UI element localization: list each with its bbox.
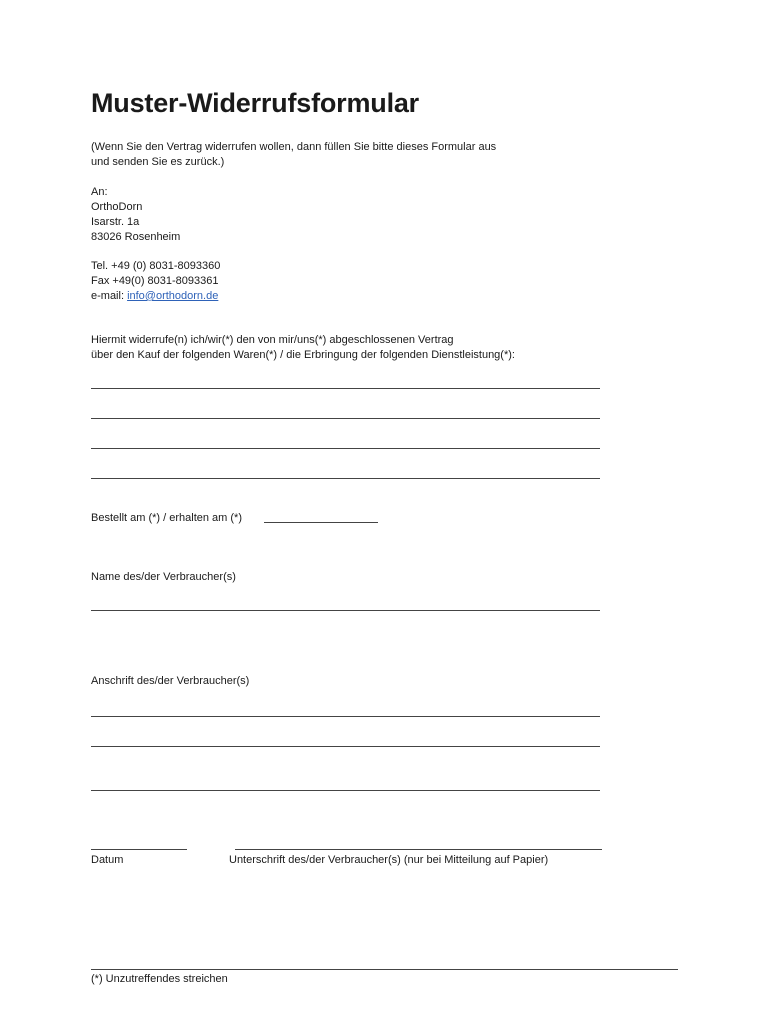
intro-line-2: und senden Sie es zurück.) [91, 156, 225, 168]
consumer-address-label: Anschrift des/der Verbraucher(s) [91, 675, 250, 687]
revocation-line-1: Hiermit widerrufe(n) ich/wir(*) den von mir/uns(*) abgeschlossenen Vertrag [91, 334, 454, 346]
contact-tel: Tel. +49 (0) 8031-8093360 [91, 260, 221, 272]
contact-email-row [91, 289, 220, 304]
intro-text [91, 140, 496, 170]
footnote-divider [91, 969, 678, 970]
revocation-statement [91, 333, 515, 363]
signature-label: Unterschrift des/der Verbraucher(s) (nur bei Mitteilung auf Papier) [229, 854, 549, 866]
ordered-date-fill-line[interactable] [264, 522, 378, 523]
email-link[interactable]: info@orthodorn.de [127, 290, 219, 302]
recipient-address [91, 185, 180, 245]
recipient-city: 83026 Rosenheim [91, 231, 181, 243]
consumer-address-fill-line-3[interactable] [91, 790, 600, 791]
recipient-company: OrthoDorn [91, 201, 143, 213]
contact-email-label: e-mail: [91, 290, 128, 302]
consumer-address-fill-line-1[interactable] [91, 716, 600, 717]
goods-fill-line-4[interactable] [91, 478, 600, 479]
page-title: Muster-Widerrufsformular [91, 88, 419, 118]
revocation-line-2: über den Kauf der folgenden Waren(*) / die Erbringung der folgenden Dienstleistung(*): [91, 349, 515, 361]
contact-fax: Fax +49(0) 8031-8093361 [91, 275, 219, 287]
footnote: (*) Unzutreffendes streichen [91, 973, 228, 985]
recipient-street: Isarstr. 1a [91, 216, 140, 228]
goods-fill-line-3[interactable] [91, 448, 600, 449]
contact-info [91, 259, 220, 304]
date-label: Datum [91, 854, 124, 866]
intro-line-1: (Wenn Sie den Vertrag widerrufen wollen, dann füllen Sie bitte dieses Formular aus [91, 141, 497, 153]
ordered-label: Bestellt am (*) / erhalten am (*) [91, 512, 242, 524]
date-fill-line[interactable] [91, 849, 187, 850]
goods-fill-line-1[interactable] [91, 388, 600, 389]
consumer-name-fill-line[interactable] [91, 610, 600, 611]
signature-fill-line[interactable] [235, 849, 602, 850]
consumer-name-label: Name des/der Verbraucher(s) [91, 571, 236, 583]
goods-fill-line-2[interactable] [91, 418, 600, 419]
consumer-address-fill-line-2[interactable] [91, 746, 600, 747]
recipient-label: An: [91, 186, 108, 198]
